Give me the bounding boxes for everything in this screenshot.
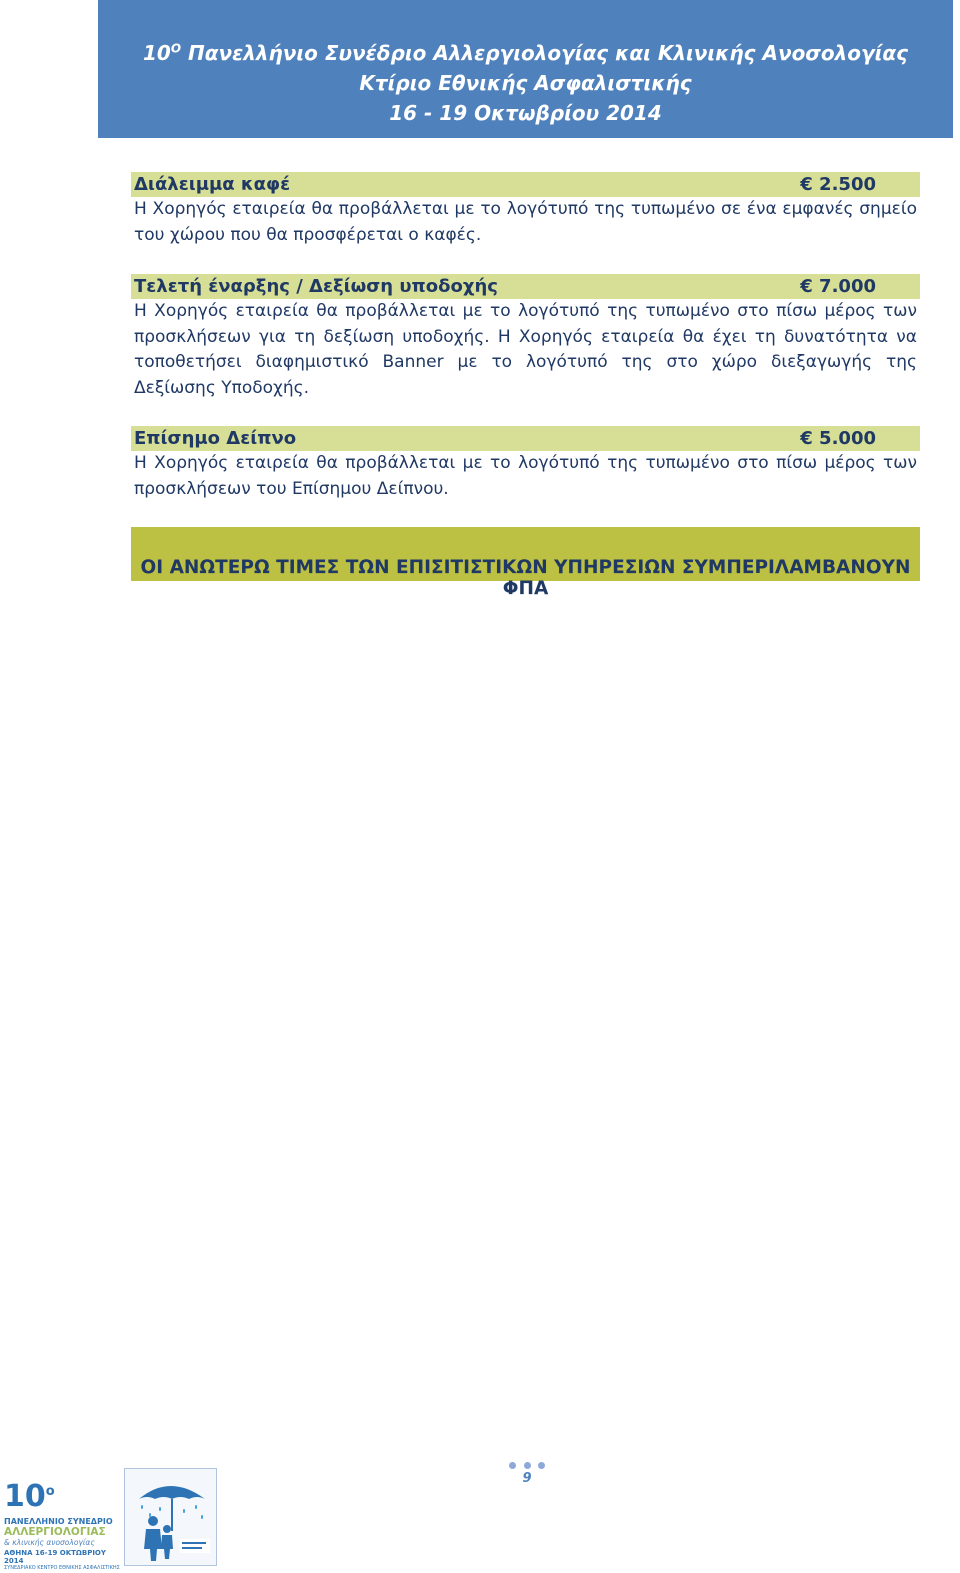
section-title: Επίσημο Δείπνο: [134, 428, 297, 449]
logo-line: ΠΑΝΕΛΛΗΝΙΟ ΣΥΝΕΔΡΙΟ: [4, 1517, 113, 1526]
conference-title: [98, 38, 953, 68]
section-title: Διάλειμμα καφέ: [134, 174, 291, 195]
title-number: 10: [142, 41, 171, 65]
dot-icon: [524, 1462, 531, 1469]
decorative-dots: [509, 1462, 545, 1469]
section-description: Η Χορηγός εταιρεία θα προβάλλεται με το λογότυπό της τυπωμένο σε ένα εμφανές σημείο του χώρου που θα προσφέρεται ο καφές.: [134, 199, 917, 245]
sponsorship-coffee-break: [131, 172, 920, 248]
section-title: Τελετή έναρξης / Δεξίωση υποδοχής: [134, 276, 498, 297]
logo-line: ΑΘΗΝΑ 16-19 ΟΚΤΩΒΡΙΟΥ 2014: [4, 1549, 106, 1565]
page-footer: [505, 1462, 549, 1486]
conference-logo: [4, 1475, 120, 1571]
title-ordinal: Ο: [170, 41, 182, 56]
conference-dates: 16 - 19 Οκτωβρίου 2014: [389, 101, 662, 125]
section-bar: [131, 426, 920, 451]
logo-ordinal: ο: [45, 1484, 55, 1499]
page-number: 9: [522, 1471, 532, 1486]
conference-venue: Κτίριο Εθνικής Ασφαλιστικής: [359, 71, 692, 95]
section-bar: [131, 172, 920, 197]
umbrella-children-icon: [125, 1469, 216, 1565]
logo-number-text: 10: [4, 1479, 46, 1514]
section-price: € 7.000: [800, 276, 876, 297]
section-price: € 2.500: [800, 174, 876, 195]
logo-line: ΣΥΝΕΔΡΙΑΚΟ ΚΕΝΤΡΟ ΕΘΝΙΚΗΣ ΑΣΦΑΛΙΣΤΙΚΗΣ: [4, 1565, 120, 1571]
logo-line: ΑΛΛΕΡΓΙΟΛΟΓΙΑΣ: [4, 1526, 106, 1538]
umbrella-children-logo: [124, 1468, 217, 1566]
section-price: € 5.000: [800, 428, 876, 449]
title-text: Πανελλήνιο Συνέδριο Αλλεργιολογίας και Κλινικής Ανοσολογίας: [181, 41, 909, 65]
section-bar: [131, 274, 920, 299]
page-header: [98, 0, 953, 138]
logo-number: [4, 1475, 120, 1514]
section-description: Η Χορηγός εταιρεία θα προβάλλεται με το λογότυπό της τυπωμένο στο πίσω μέρος των προσκλήσεων για τη δεξίωση υποδοχής. Η Χορηγός εταιρεία θα έχει τη δυνατότητα να τοποθετήσει διαφημιστικό Banner με το λογότυπό της στο χώρο διεξαγωγής της Δεξίωσης Υποδοχής.: [134, 301, 917, 398]
sponsorship-official-dinner: [131, 426, 920, 502]
section-description: Η Χορηγός εταιρεία θα προβάλλεται με το λογότυπό της τυπωμένο στο πίσω μέρος των προσκλήσεων του Επίσημου Δείπνου.: [134, 453, 917, 499]
dot-icon: [509, 1462, 516, 1469]
sponsorship-opening-ceremony: [131, 274, 920, 401]
dot-icon: [538, 1462, 545, 1469]
logo-line: & κλινικής ανοσολογίας: [4, 1538, 95, 1547]
vat-note: ΟΙ ΑΝΩΤΕΡΩ ΤΙΜΕΣ ΤΩΝ ΕΠΙΣΙΤΙΣΤΙΚΩΝ ΥΠΗΡΕΣΙΩΝ ΣΥΜΠΕΡΙΛΑΜΒΑΝΟΥΝ ΦΠΑ: [131, 527, 920, 581]
